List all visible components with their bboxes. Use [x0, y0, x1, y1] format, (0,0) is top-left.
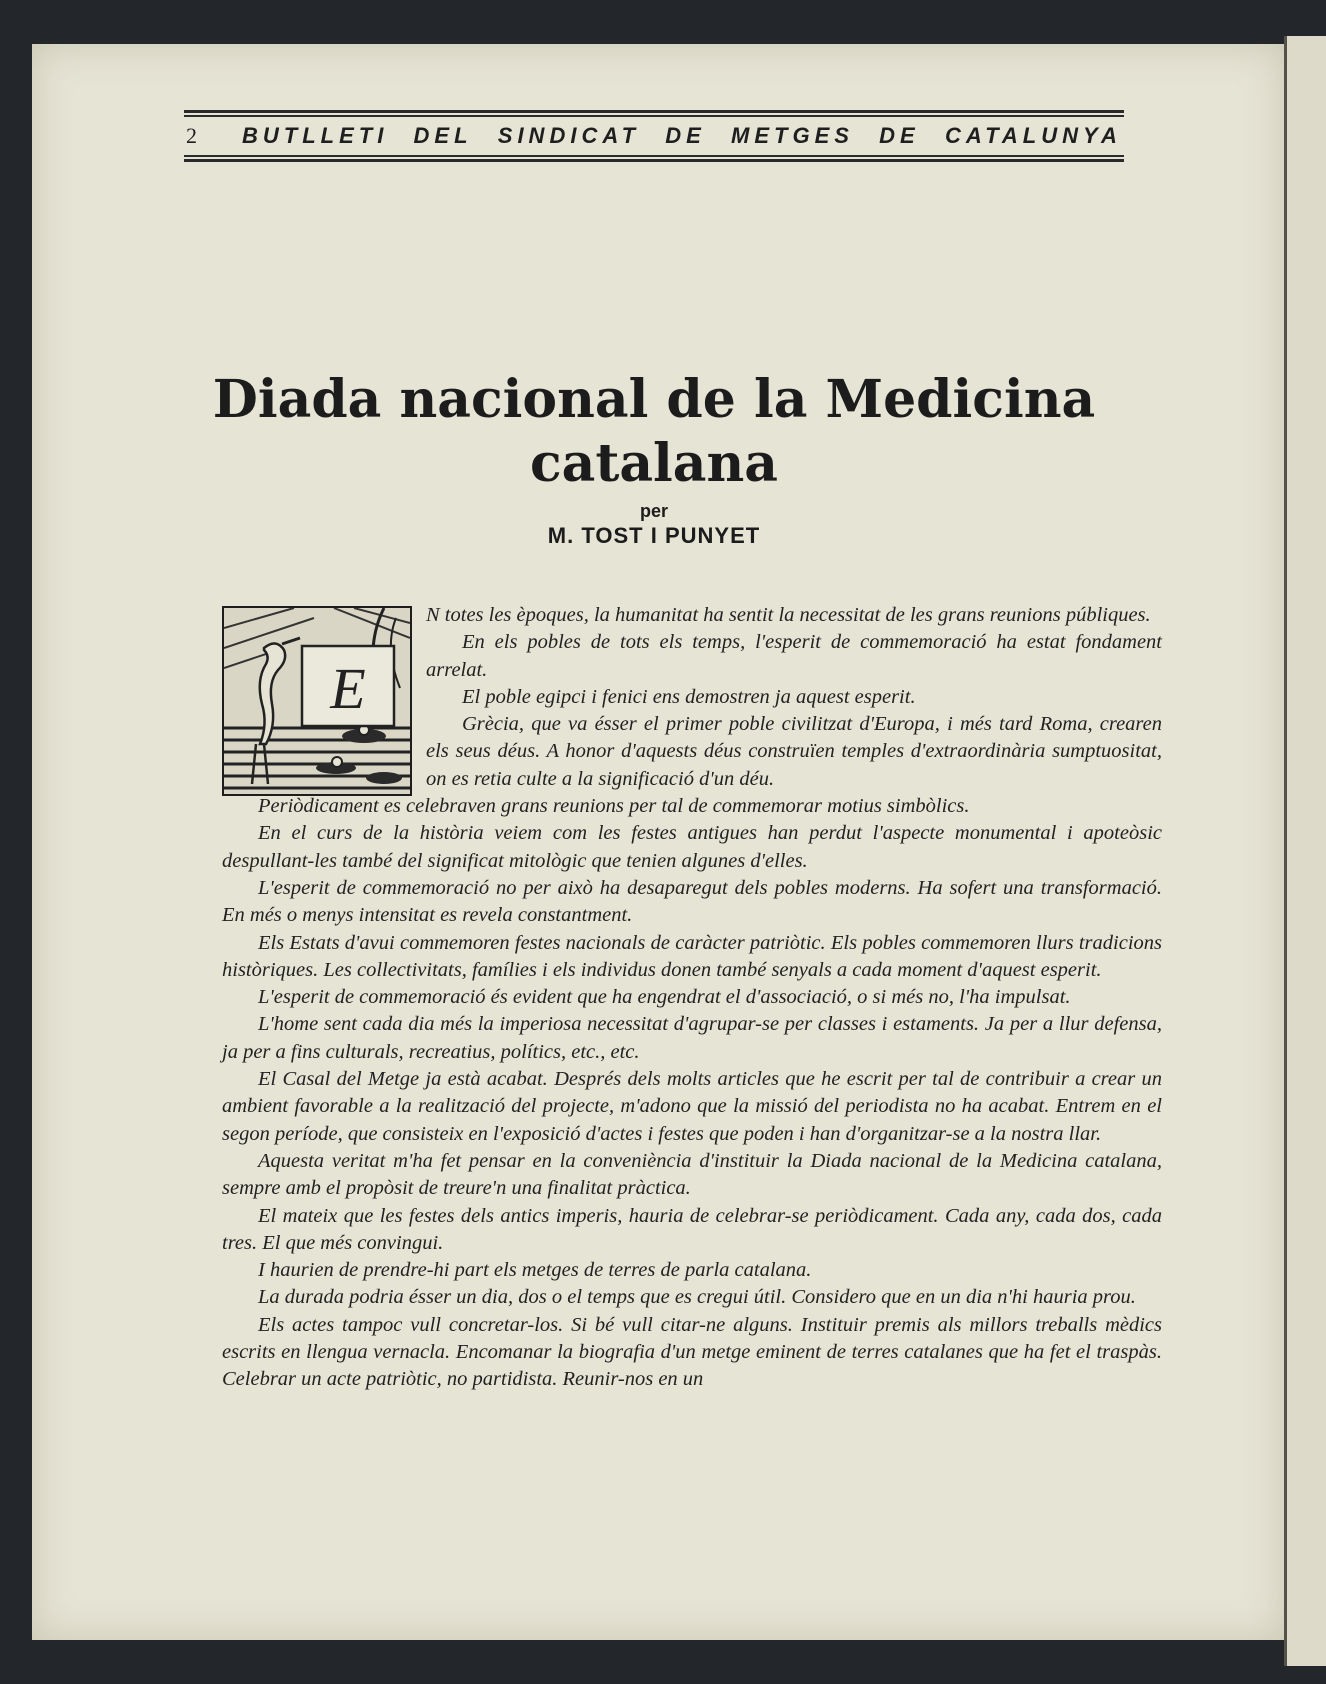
paragraph: Periòdicament es celebraven grans reunions per tal de commemorar motius simbòlics.: [258, 795, 970, 818]
paragraph: Els Estats d'avui commemoren festes nacionals de caràcter patriòtic. Els pobles commemoren llurs tradicions històriques. Les collectivitats, famílies i els individus donen també senyals a cada moment d'aquest esperit.: [222, 931, 1162, 981]
paragraph: La durada podria ésser un dia, dos o el temps que es cregui útil. Considero que en un dia n'hi hauria prou.: [258, 1286, 1136, 1309]
article-body: [222, 602, 1162, 1394]
drop-cap-letter: E: [330, 656, 366, 721]
drop-cap-space: [222, 602, 426, 792]
paragraph: Aquesta veritat m'ha fet pensar en la conveniència d'instituir la Diada nacional de la Medicina catalana, sempre amb el propòsit de treure'n una finalitat pràctica.: [222, 1149, 1162, 1200]
running-title: [242, 123, 1122, 149]
paragraph: L'esperit de commemoració no per això ha desaparegut dels pobles moderns. Ha sofert una transformació. En més o menys intensitat es revela constantment.: [222, 876, 1162, 927]
running-title-word: CATALUNYA: [944, 123, 1122, 148]
running-title-word: DEL: [413, 123, 473, 148]
paragraph: Grècia, que va ésser el primer poble civilitzat d'Europa, i més tard Roma, crearen els seus déus. A honor d'aquests déus construïen temples d'extraordinària sumptuositat, on es retia culte a la significació d'un déu.: [426, 713, 1162, 790]
running-title-word: DE: [665, 123, 706, 148]
header-rule-top-thin: [184, 115, 1124, 117]
running-title-word: BUTLLETI: [242, 123, 389, 148]
paragraph: En el curs de la història veiem com les festes antigues han perdut l'aspecte monumental i apoteòsic despullant-les també del significat mitològic que tenien algunes d'elles.: [222, 822, 1162, 872]
running-title-word: SINDICAT: [497, 123, 641, 148]
byline-per: per: [639, 501, 668, 521]
header-rule-bottom: [184, 159, 1124, 162]
facing-page-edge: [1284, 36, 1326, 1666]
paragraph: L'esperit de commemoració és evident que ha engendrat el d'associació, o si més no, l'ha impulsat.: [258, 986, 1071, 1009]
paragraph: N totes les èpoques, la humanitat ha sentit la necessitat de les grans reunions públiques.: [426, 604, 1151, 626]
author-name: M. TOST I PUNYET: [547, 523, 761, 548]
header-rule-top: [184, 110, 1124, 113]
paragraph: I haurien de prendre-hi part els metges de terres de parla catalana.: [258, 1259, 812, 1282]
header-rule-bottom-thin: [184, 155, 1124, 157]
paragraph: Els actes tampoc vull concretar-los. Si bé vull citar-ne alguns. Instituir premis als millors treballs mèdics escrits en llengua vernacla. Encomanar la biografia d'un metge eminent de terres catalanes que ha fet el traspàs. Celebrar un acte patriòtic, no partidista. Reunir-nos en un: [222, 1313, 1162, 1391]
paragraph: L'home sent cada dia més la imperiosa necessitat d'agrupar-se per classes i estaments. Ja per a llur defensa, ja per a fins culturals, recreatius, polítics, etc., etc.: [222, 1013, 1162, 1063]
running-title-word: METGES: [731, 123, 854, 148]
paragraph: El mateix que les festes dels antics imperis, hauria de celebrar-se periòdicament. Cada any, cada dos, cada tres. El que més convingui.: [222, 1204, 1162, 1254]
byline: [184, 500, 1124, 550]
paragraph: El poble egipci i fenici ens demostren ja aquest esperit.: [462, 685, 916, 708]
article-title: Diada nacional de la Medicina catalana: [212, 369, 1096, 494]
running-header: [184, 108, 1124, 164]
paragraph: En els pobles de tots els temps, l'esperit de commemoració ha estat fondament arrelat.: [426, 631, 1162, 681]
page-number: 2: [186, 123, 197, 148]
paragraph: El Casal del Metge ja està acabat. Després dels molts articles que he escrit per tal de contribuir a crear un ambient favorable a la realització del projecte, m'adono que la missió del periodista no ha acabat. Entrem en el segon període, que consisteix en l'exposició d'actes i festes que poden i han d'organitzar-se a la nostra llar.: [222, 1068, 1162, 1145]
running-title-word: DE: [879, 123, 920, 148]
